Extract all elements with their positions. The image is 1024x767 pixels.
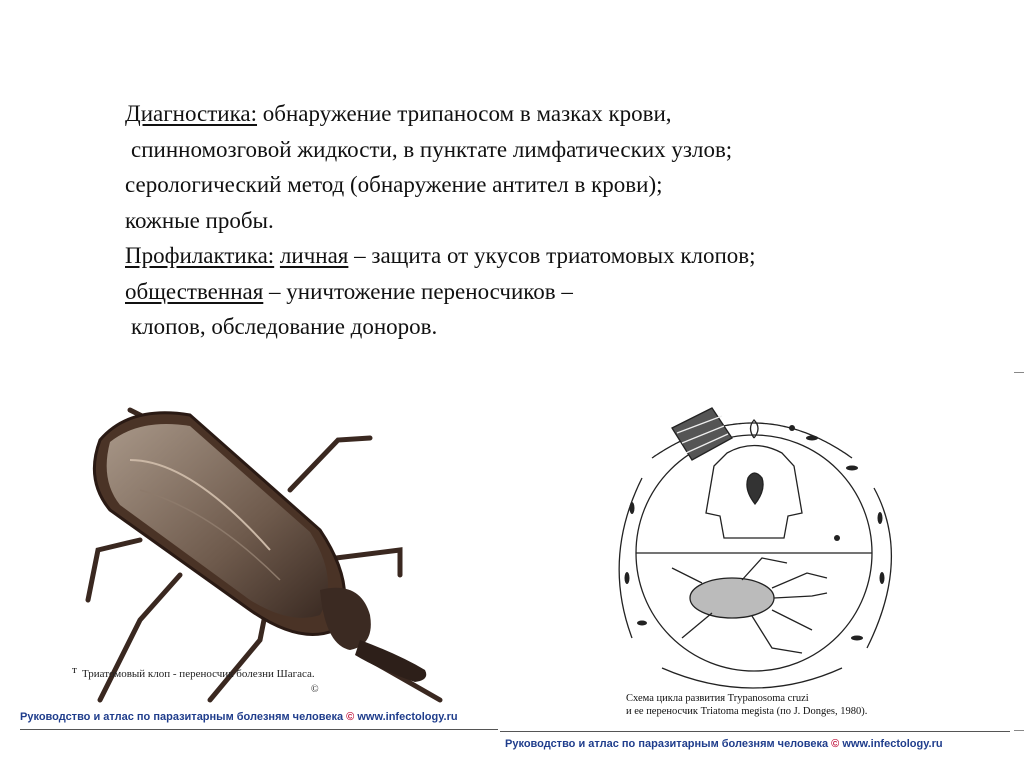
- footer-site-link[interactable]: www.infectology.ru: [357, 711, 458, 723]
- diagnostics-line-2: спинномозговой жидкости, в пунктате лимфатических узлов;: [131, 136, 733, 162]
- photo-mark: т: [72, 664, 77, 676]
- footer-divider-left: [20, 729, 498, 730]
- triatomine-bug-photo: [70, 400, 460, 705]
- photo-copyright: ©: [311, 684, 319, 695]
- footer-divider-right: [500, 731, 1010, 732]
- main-text: [125, 96, 945, 345]
- edge-tick: [1014, 372, 1024, 373]
- prophylaxis-heading: Профилактика:: [125, 243, 275, 268]
- prophylaxis-personal: личная: [279, 243, 349, 268]
- diagnostics-line-3: серологический метод (обнаружение антител в крови);: [125, 172, 663, 197]
- prophylaxis-line-2: общественная – уничтожение переносчиков –: [125, 278, 573, 304]
- diagram-caption: Схема цикла развития Trypanosoma cruzi и ее переносчик Triatoma megista (по J. Donges, 1980).: [626, 693, 868, 717]
- footer-right: Руководство и атлас по паразитарным болезням человека © www.infectology.ru: [505, 738, 943, 750]
- footer-left: Руководство и атлас по паразитарным болезням человека © www.infectology.ru: [20, 711, 458, 723]
- prophylaxis-line-1: Профилактика: личная – защита от укусов триатомовых клопов;: [125, 243, 756, 268]
- diagnostics-line-4: кожные пробы.: [125, 207, 274, 233]
- diagnostics-heading: Диагностика:: [125, 101, 258, 126]
- trypanosoma-lifecycle-diagram: [612, 398, 896, 698]
- prophylaxis-public: общественная: [125, 278, 264, 304]
- edge-tick: [1014, 730, 1024, 731]
- footer-site-link-2[interactable]: www.infectology.ru: [842, 738, 943, 750]
- diagnostics-line-1: Диагностика: обнаружение трипаносом в мазках крови,: [125, 101, 672, 126]
- photo-caption: Триатомовый клоп - переносчик болезни Шагаса.: [82, 668, 315, 680]
- prophylaxis-line-3: клопов, обследование доноров.: [131, 314, 438, 339]
